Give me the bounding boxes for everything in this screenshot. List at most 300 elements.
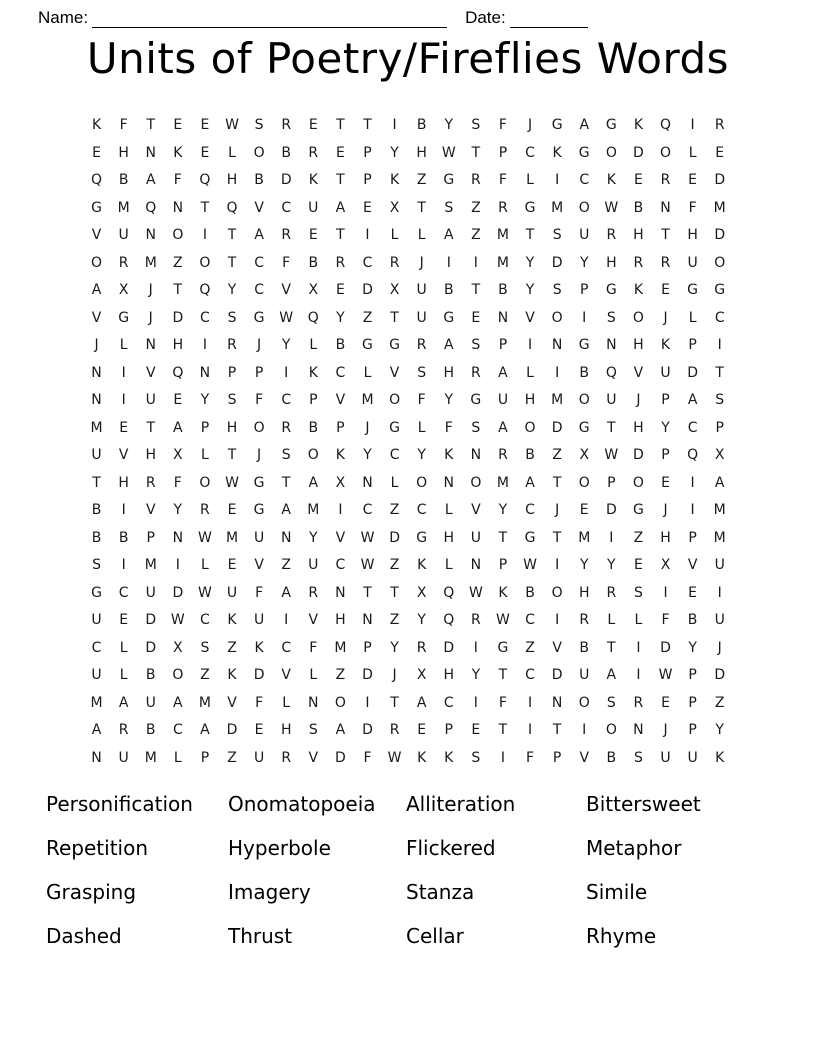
grid-cell[interactable]: Q — [443, 584, 455, 601]
grid-cell[interactable]: G — [497, 639, 509, 656]
grid-cell[interactable]: T — [471, 282, 481, 298]
grid-cell[interactable]: T — [390, 584, 399, 601]
grid-cell[interactable]: I — [636, 667, 641, 683]
grid-cell[interactable]: T — [336, 227, 345, 243]
grid-cell[interactable]: Y — [498, 502, 508, 518]
grid-cell[interactable]: V — [91, 309, 102, 326]
grid-cell[interactable]: V — [525, 309, 535, 326]
grid-cell[interactable]: F — [173, 172, 182, 188]
grid-cell[interactable]: L — [119, 337, 128, 353]
grid-cell[interactable]: M — [90, 419, 103, 436]
grid-cell[interactable]: O — [605, 144, 617, 161]
word-list-item[interactable]: Thrust — [228, 924, 293, 948]
grid-cell[interactable]: W — [604, 447, 619, 463]
grid-cell[interactable]: O — [578, 474, 590, 491]
grid-cell[interactable]: N — [606, 337, 617, 353]
grid-cell[interactable]: D — [714, 172, 726, 188]
grid-cell[interactable]: M — [713, 502, 726, 518]
grid-cell[interactable]: C — [525, 502, 535, 518]
grid-cell[interactable]: P — [254, 364, 264, 381]
grid-cell[interactable]: Z — [525, 639, 535, 656]
grid-cell[interactable]: E — [715, 144, 725, 161]
grid-cell[interactable]: H — [443, 529, 455, 546]
grid-cell[interactable]: H — [524, 392, 536, 408]
grid-cell[interactable]: V — [227, 694, 237, 711]
grid-cell[interactable]: I — [555, 557, 560, 573]
grid-cell[interactable]: F — [255, 584, 264, 601]
grid-cell[interactable]: G — [551, 117, 563, 133]
grid-cell[interactable]: A — [606, 667, 617, 683]
grid-cell[interactable]: R — [606, 584, 617, 601]
grid-cell[interactable]: V — [281, 282, 291, 298]
grid-cell[interactable]: K — [606, 172, 616, 188]
grid-cell[interactable]: R — [200, 502, 210, 518]
grid-cell[interactable]: K — [254, 639, 264, 656]
grid-cell[interactable]: T — [607, 419, 616, 436]
grid-cell[interactable]: F — [282, 254, 291, 271]
grid-cell[interactable]: S — [471, 117, 481, 133]
grid-cell[interactable]: M — [334, 639, 347, 656]
grid-cell[interactable]: J — [636, 392, 641, 408]
grid-cell[interactable]: N — [470, 557, 482, 573]
grid-cell[interactable]: O — [199, 474, 211, 491]
grid-cell[interactable]: P — [688, 529, 697, 546]
grid-cell[interactable]: I — [690, 474, 695, 491]
grid-cell[interactable]: V — [254, 557, 264, 573]
grid-cell[interactable]: K — [91, 117, 102, 133]
grid-cell[interactable]: B — [118, 172, 129, 188]
grid-cell[interactable]: W — [441, 144, 456, 161]
grid-cell[interactable]: D — [633, 144, 644, 161]
grid-cell[interactable]: L — [309, 667, 318, 683]
grid-cell[interactable]: X — [308, 282, 319, 298]
grid-cell[interactable]: O — [714, 254, 726, 271]
grid-cell[interactable]: Z — [173, 254, 183, 271]
grid-cell[interactable]: V — [91, 227, 102, 243]
grid-cell[interactable]: M — [496, 474, 509, 491]
grid-cell[interactable]: T — [498, 667, 508, 683]
grid-cell[interactable]: E — [200, 144, 210, 161]
grid-cell[interactable]: M — [496, 254, 509, 271]
grid-cell[interactable]: C — [525, 612, 535, 628]
grid-cell[interactable]: Q — [687, 447, 699, 463]
grid-cell[interactable]: E — [661, 474, 670, 491]
grid-cell[interactable]: I — [338, 502, 343, 518]
grid-cell[interactable]: U — [308, 557, 319, 573]
grid-cell[interactable]: R — [498, 199, 508, 216]
grid-cell[interactable]: E — [119, 612, 129, 628]
word-list-item[interactable]: Imagery — [228, 880, 311, 904]
grid-cell[interactable]: D — [551, 419, 563, 436]
grid-cell[interactable]: Z — [714, 694, 725, 711]
grid-cell[interactable]: O — [307, 447, 319, 463]
grid-cell[interactable]: T — [552, 529, 562, 546]
grid-cell[interactable]: O — [605, 722, 617, 738]
grid-cell[interactable]: R — [416, 337, 427, 353]
grid-cell[interactable]: G — [118, 309, 130, 326]
grid-cell[interactable]: P — [146, 529, 155, 546]
grid-cell[interactable]: F — [444, 419, 453, 436]
grid-cell[interactable]: H — [687, 227, 698, 243]
grid-cell[interactable]: A — [443, 337, 454, 353]
grid-cell[interactable]: J — [663, 722, 668, 738]
grid-cell[interactable]: I — [473, 639, 478, 656]
grid-cell[interactable]: F — [661, 612, 670, 628]
grid-cell[interactable]: S — [227, 392, 237, 408]
grid-cell[interactable]: J — [257, 447, 262, 463]
grid-cell[interactable]: I — [473, 694, 478, 711]
grid-cell[interactable]: I — [527, 337, 533, 353]
grid-cell[interactable]: M — [144, 254, 157, 271]
grid-cell[interactable]: S — [417, 364, 427, 381]
grid-cell[interactable]: R — [118, 722, 129, 738]
grid-cell[interactable]: E — [308, 117, 318, 133]
grid-cell[interactable]: V — [254, 199, 264, 216]
grid-cell[interactable]: D — [253, 667, 265, 683]
grid-cell[interactable]: S — [281, 447, 291, 463]
word-list-item[interactable]: Metaphor — [586, 836, 682, 860]
grid-cell[interactable]: I — [717, 337, 722, 353]
grid-cell[interactable]: R — [308, 144, 319, 161]
grid-cell[interactable]: H — [578, 584, 590, 601]
grid-cell[interactable]: S — [444, 199, 454, 216]
grid-cell[interactable]: P — [444, 722, 453, 738]
grid-cell[interactable]: R — [389, 722, 400, 738]
grid-cell[interactable]: J — [392, 667, 397, 683]
grid-cell[interactable]: G — [524, 199, 536, 216]
grid-cell[interactable]: Y — [444, 117, 454, 133]
grid-cell[interactable]: A — [281, 502, 291, 518]
grid-cell[interactable]: Y — [579, 557, 589, 573]
grid-cell[interactable]: F — [498, 117, 507, 133]
grid-cell[interactable]: E — [661, 694, 670, 711]
grid-cell[interactable]: Z — [552, 447, 562, 463]
grid-cell[interactable]: T — [227, 447, 237, 463]
grid-cell[interactable]: R — [660, 172, 671, 188]
grid-cell[interactable]: R — [470, 364, 481, 381]
grid-cell[interactable]: U — [579, 227, 590, 243]
grid-cell[interactable]: L — [201, 447, 209, 463]
grid-cell[interactable]: P — [715, 419, 724, 436]
grid-cell[interactable]: U — [308, 199, 319, 216]
grid-cell[interactable]: W — [468, 584, 483, 601]
grid-cell[interactable]: U — [91, 447, 102, 463]
grid-cell[interactable]: R — [281, 749, 292, 766]
grid-cell[interactable]: I — [284, 364, 289, 381]
grid-cell[interactable]: U — [91, 667, 102, 683]
grid-cell[interactable]: L — [688, 144, 697, 161]
grid-cell[interactable]: S — [606, 694, 616, 711]
grid-cell[interactable]: N — [145, 337, 156, 353]
grid-cell[interactable]: H — [606, 254, 617, 271]
grid-cell[interactable]: O — [91, 254, 103, 271]
grid-cell[interactable]: R — [606, 227, 617, 243]
grid-cell[interactable]: S — [633, 584, 643, 601]
grid-cell[interactable]: A — [91, 282, 102, 298]
grid-cell[interactable]: X — [579, 447, 590, 463]
grid-cell[interactable]: F — [498, 172, 507, 188]
grid-cell[interactable]: A — [91, 722, 102, 738]
grid-cell[interactable]: I — [392, 117, 397, 133]
grid-cell[interactable]: R — [633, 254, 644, 271]
date-write-in-line[interactable] — [510, 12, 588, 28]
grid-cell[interactable]: Y — [390, 639, 399, 656]
grid-cell[interactable]: T — [390, 309, 399, 326]
grid-cell[interactable]: N — [443, 474, 454, 491]
grid-cell[interactable]: V — [118, 447, 129, 463]
grid-cell[interactable]: K — [633, 117, 644, 133]
grid-cell[interactable]: F — [255, 392, 264, 408]
grid-cell[interactable]: I — [582, 722, 587, 738]
grid-cell[interactable]: C — [281, 639, 292, 656]
grid-cell[interactable]: T — [281, 474, 291, 491]
grid-cell[interactable]: Y — [607, 557, 616, 573]
grid-cell[interactable]: N — [199, 364, 211, 381]
grid-cell[interactable]: S — [471, 337, 481, 353]
grid-cell[interactable]: Y — [336, 309, 345, 326]
grid-cell[interactable]: H — [416, 144, 427, 161]
grid-cell[interactable]: H — [118, 474, 129, 491]
grid-cell[interactable]: L — [526, 172, 534, 188]
grid-cell[interactable]: K — [715, 749, 725, 766]
grid-cell[interactable]: O — [172, 667, 184, 683]
grid-cell[interactable]: N — [91, 392, 102, 408]
grid-cell[interactable]: S — [606, 309, 616, 326]
grid-cell[interactable]: D — [172, 584, 184, 601]
grid-cell[interactable]: U — [253, 749, 265, 766]
grid-cell[interactable]: Z — [389, 612, 400, 628]
grid-cell[interactable]: C — [335, 557, 346, 573]
grid-cell[interactable]: M — [144, 749, 157, 766]
grid-cell[interactable]: C — [362, 254, 373, 271]
grid-cell[interactable]: S — [552, 282, 562, 298]
grid-cell[interactable]: J — [148, 282, 153, 298]
grid-cell[interactable]: W — [225, 117, 239, 133]
grid-cell[interactable]: V — [308, 612, 319, 628]
grid-cell[interactable]: H — [633, 227, 644, 243]
grid-cell[interactable]: P — [688, 337, 697, 353]
grid-cell[interactable]: M — [225, 529, 239, 546]
grid-cell[interactable]: E — [471, 722, 481, 738]
grid-cell[interactable]: E — [200, 117, 210, 133]
grid-cell[interactable]: V — [633, 364, 644, 381]
grid-cell[interactable]: R — [281, 227, 292, 243]
grid-cell[interactable]: D — [633, 447, 644, 463]
grid-cell[interactable]: P — [363, 172, 372, 188]
name-write-in-line[interactable] — [92, 12, 447, 28]
grid-cell[interactable]: B — [91, 529, 102, 546]
grid-cell[interactable]: H — [280, 722, 292, 738]
grid-cell[interactable]: G — [389, 337, 400, 353]
word-list-item[interactable]: Repetition — [46, 836, 149, 860]
grid-cell[interactable]: U — [145, 392, 156, 408]
grid-cell[interactable]: C — [335, 364, 346, 381]
grid-cell[interactable]: T — [173, 282, 183, 298]
grid-cell[interactable]: K — [444, 447, 454, 463]
grid-cell[interactable]: Z — [362, 309, 373, 326]
word-list-item[interactable]: Onomatopoeia — [228, 792, 376, 816]
grid-cell[interactable]: E — [227, 502, 237, 518]
grid-cell[interactable]: P — [227, 364, 237, 381]
grid-cell[interactable]: B — [308, 254, 319, 271]
grid-cell[interactable]: T — [146, 419, 156, 436]
grid-cell[interactable]: Q — [91, 172, 103, 188]
grid-cell[interactable]: G — [578, 144, 590, 161]
word-list-item[interactable]: Simile — [586, 880, 648, 904]
grid-cell[interactable]: B — [254, 172, 264, 188]
grid-cell[interactable]: N — [145, 144, 156, 161]
grid-cell[interactable]: B — [498, 282, 508, 298]
grid-cell[interactable]: Q — [199, 282, 211, 298]
grid-cell[interactable]: G — [714, 282, 726, 298]
grid-cell[interactable]: A — [281, 584, 291, 601]
grid-cell[interactable]: Y — [579, 254, 589, 271]
grid-cell[interactable]: A — [118, 694, 129, 711]
grid-cell[interactable]: I — [121, 502, 126, 518]
grid-cell[interactable]: S — [308, 722, 318, 738]
grid-cell[interactable]: B — [91, 502, 102, 518]
grid-cell[interactable]: O — [524, 419, 536, 436]
grid-cell[interactable]: R — [227, 337, 237, 353]
grid-cell[interactable]: N — [362, 612, 373, 628]
grid-cell[interactable]: P — [309, 392, 318, 408]
grid-cell[interactable]: V — [308, 749, 319, 766]
grid-cell[interactable]: L — [228, 144, 236, 161]
grid-cell[interactable]: E — [227, 557, 237, 573]
grid-cell[interactable]: W — [225, 474, 239, 491]
grid-cell[interactable]: N — [633, 722, 644, 738]
grid-cell[interactable]: K — [173, 144, 183, 161]
grid-cell[interactable]: R — [308, 584, 319, 601]
grid-cell[interactable]: I — [555, 364, 560, 381]
grid-cell[interactable]: G — [443, 309, 455, 326]
grid-cell[interactable]: V — [389, 364, 400, 381]
grid-cell[interactable]: O — [551, 584, 563, 601]
grid-cell[interactable]: E — [92, 144, 101, 161]
grid-cell[interactable]: H — [226, 172, 238, 188]
grid-cell[interactable]: I — [175, 557, 180, 573]
grid-cell[interactable]: I — [555, 172, 560, 188]
grid-cell[interactable]: S — [92, 557, 101, 573]
grid-cell[interactable]: Z — [281, 557, 291, 573]
grid-cell[interactable]: Y — [688, 639, 697, 656]
grid-cell[interactable]: G — [443, 172, 455, 188]
grid-cell[interactable]: L — [390, 227, 399, 243]
grid-cell[interactable]: E — [579, 502, 589, 518]
grid-cell[interactable]: U — [606, 392, 617, 408]
word-list-item[interactable]: Alliteration — [406, 792, 516, 816]
grid-cell[interactable]: B — [443, 282, 454, 298]
grid-cell[interactable]: I — [365, 694, 370, 711]
grid-cell[interactable]: K — [417, 749, 427, 766]
grid-cell[interactable]: P — [552, 749, 562, 766]
grid-cell[interactable]: J — [148, 309, 153, 326]
grid-cell[interactable]: Y — [525, 254, 535, 271]
grid-cell[interactable]: L — [363, 364, 372, 381]
grid-cell[interactable]: A — [579, 117, 590, 133]
grid-cell[interactable]: B — [335, 337, 346, 353]
grid-cell[interactable]: Y — [281, 337, 291, 353]
grid-cell[interactable]: F — [688, 199, 697, 216]
grid-cell[interactable]: V — [281, 667, 291, 683]
grid-cell[interactable]: P — [498, 144, 508, 161]
grid-cell[interactable]: N — [551, 337, 563, 353]
grid-cell[interactable]: B — [145, 722, 156, 738]
grid-cell[interactable]: V — [552, 639, 562, 656]
grid-cell[interactable]: Y — [390, 144, 399, 161]
grid-cell[interactable]: R — [714, 117, 725, 133]
grid-cell[interactable]: U — [145, 584, 156, 601]
grid-cell[interactable]: A — [687, 392, 698, 408]
grid-cell[interactable]: G — [578, 337, 590, 353]
grid-cell[interactable]: G — [687, 282, 699, 298]
grid-cell[interactable]: K — [227, 667, 237, 683]
grid-cell[interactable]: A — [525, 474, 535, 491]
grid-cell[interactable]: K — [227, 612, 237, 628]
grid-cell[interactable]: T — [498, 529, 508, 546]
grid-cell[interactable]: F — [417, 392, 426, 408]
grid-cell[interactable]: D — [335, 749, 346, 766]
grid-cell[interactable]: Z — [200, 667, 210, 683]
grid-cell[interactable]: U — [660, 364, 671, 381]
grid-cell[interactable]: M — [578, 529, 591, 546]
grid-cell[interactable]: A — [173, 694, 183, 711]
grid-cell[interactable]: T — [363, 117, 372, 133]
grid-cell[interactable]: D — [714, 227, 726, 243]
grid-cell[interactable]: C — [687, 419, 698, 436]
grid-cell[interactable]: I — [365, 227, 370, 243]
grid-cell[interactable]: Y — [417, 447, 426, 463]
grid-cell[interactable]: S — [254, 117, 264, 133]
grid-cell[interactable]: U — [253, 529, 265, 546]
grid-cell[interactable]: N — [172, 529, 184, 546]
grid-cell[interactable]: W — [496, 612, 510, 628]
grid-cell[interactable]: G — [578, 419, 590, 436]
grid-cell[interactable]: L — [173, 749, 182, 766]
grid-cell[interactable]: I — [609, 529, 614, 546]
grid-cell[interactable]: U — [714, 612, 725, 628]
grid-cell[interactable]: I — [527, 694, 533, 711]
grid-cell[interactable]: L — [201, 557, 209, 573]
grid-cell[interactable]: U — [91, 612, 102, 628]
grid-cell[interactable]: G — [91, 584, 102, 601]
grid-cell[interactable]: D — [551, 667, 563, 683]
grid-cell[interactable]: T — [227, 227, 237, 243]
grid-cell[interactable]: M — [551, 199, 564, 216]
grid-cell[interactable]: S — [471, 419, 481, 436]
grid-cell[interactable]: B — [145, 667, 156, 683]
grid-cell[interactable]: G — [416, 529, 428, 546]
grid-cell[interactable]: O — [172, 227, 184, 243]
grid-cell[interactable]: A — [443, 227, 454, 243]
grid-cell[interactable]: P — [661, 447, 670, 463]
grid-cell[interactable]: T — [417, 199, 426, 216]
grid-cell[interactable]: A — [308, 474, 319, 491]
grid-cell[interactable]: Q — [199, 172, 211, 188]
grid-cell[interactable]: M — [307, 502, 320, 518]
grid-cell[interactable]: O — [632, 309, 644, 326]
grid-cell[interactable]: M — [117, 199, 130, 216]
grid-cell[interactable]: J — [717, 639, 722, 656]
grid-cell[interactable]: U — [687, 254, 698, 271]
grid-cell[interactable]: C — [362, 502, 373, 518]
grid-cell[interactable]: T — [390, 694, 399, 711]
grid-cell[interactable]: Y — [173, 502, 183, 518]
grid-cell[interactable]: Y — [363, 447, 372, 463]
grid-cell[interactable]: E — [688, 584, 698, 601]
word-list-item[interactable]: Stanza — [406, 880, 475, 904]
grid-cell[interactable]: D — [660, 639, 671, 656]
